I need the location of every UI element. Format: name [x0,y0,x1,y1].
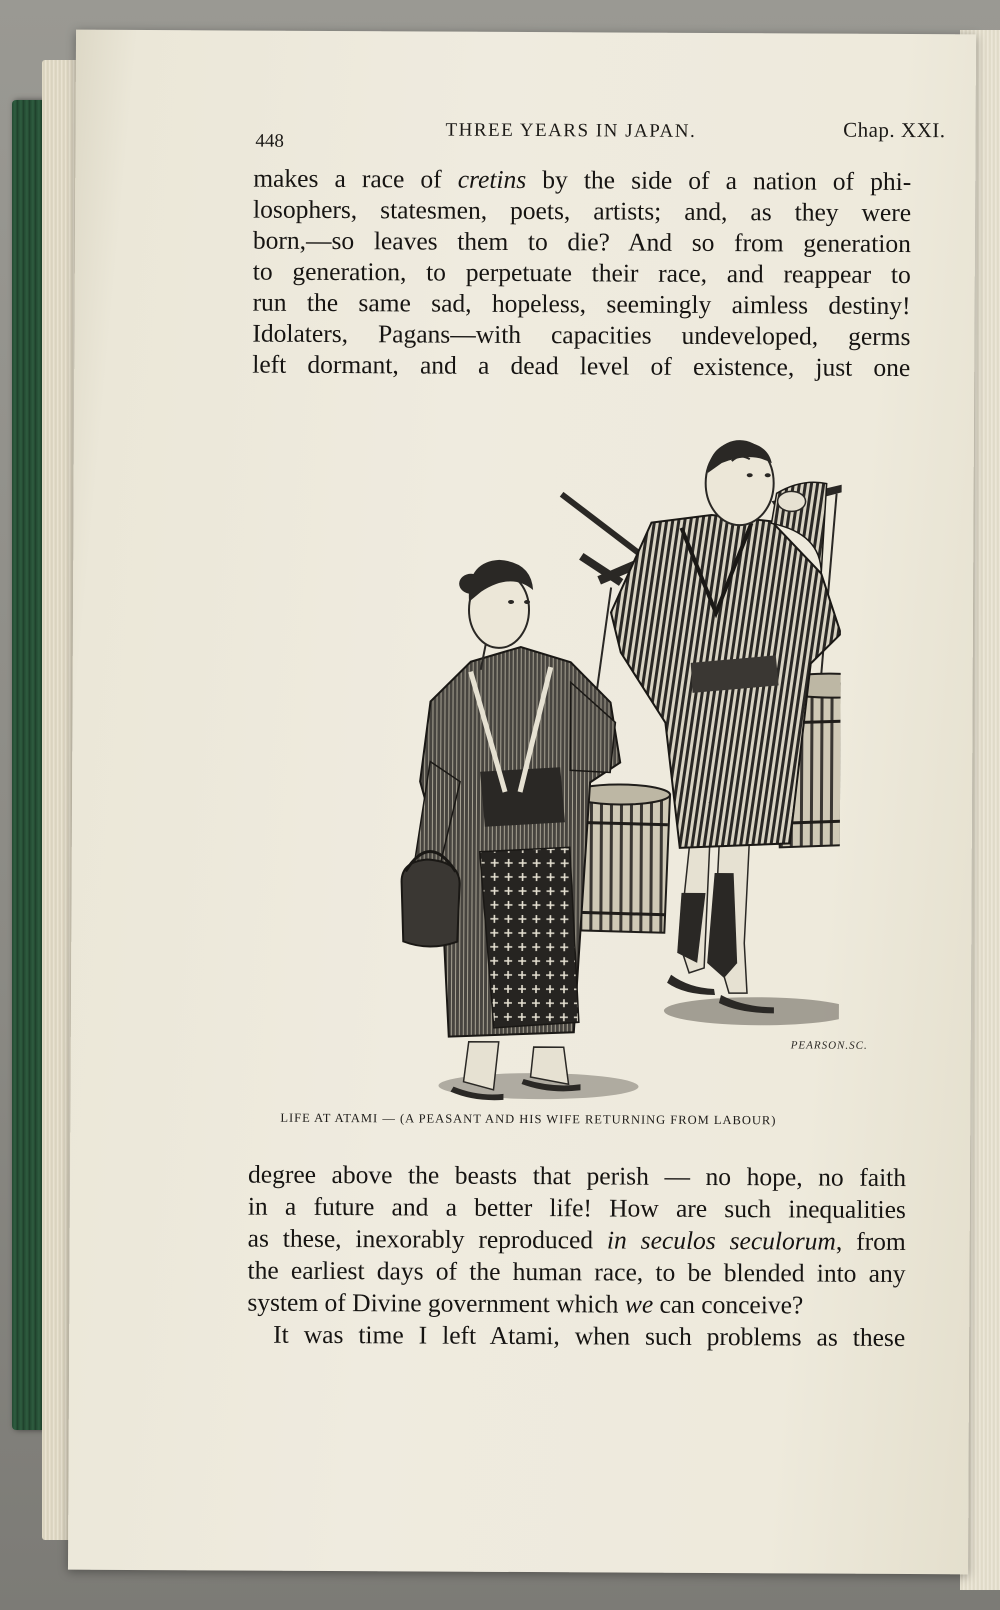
text-line: left dormant, and a dead level of existence, just one [252,349,911,383]
book-page [68,30,976,1575]
text-line: It was time I left Atami, when such problems as these [273,1319,906,1353]
engraving-illustration [318,421,842,1104]
body-text-top [252,163,911,383]
sandal [667,975,715,995]
page-number: 448 [255,130,285,152]
text-line: born,—so leaves them to die? And so from generation [252,225,912,259]
text-line: the earliest days of the human race, to be blended into any [247,1255,906,1289]
text-line: makes a race of cretins by the side of a nation of phi- [253,163,912,197]
text-line: losophers, statesmen, poets, artists; and, as they were [253,194,912,228]
kettle [401,859,459,946]
body-text-bottom [247,1159,906,1354]
running-head [255,119,945,153]
engraver-signature: PEARSON.SC. [790,1039,868,1052]
text-line: degree above the beasts that perish — no hope, no faith [247,1159,907,1193]
text-line: as these, inexorably reproduced in seculos seculorum, from [247,1223,906,1257]
book-title: THREE YEARS IN JAPAN. [445,119,697,142]
woman-apron [479,847,580,1029]
chapter-heading: Chap. XXI. [843,117,946,143]
text-line: system of Divine government which we can conceive? [247,1287,804,1320]
figure-caption: LIFE AT ATAMI — (A PEASANT AND HIS WIFE RETURNING FROM LABOUR) [280,1110,777,1128]
text-line: to generation, to perpetuate their race, and reappear to [252,256,911,290]
text-line: Idolaters, Pagans—with capacities undeveloped, germs [252,318,911,352]
text-line: in a future and a better life! How are such inequalities [247,1191,906,1225]
text-line: run the same sad, hopeless, seemingly aimless destiny! [252,287,911,321]
